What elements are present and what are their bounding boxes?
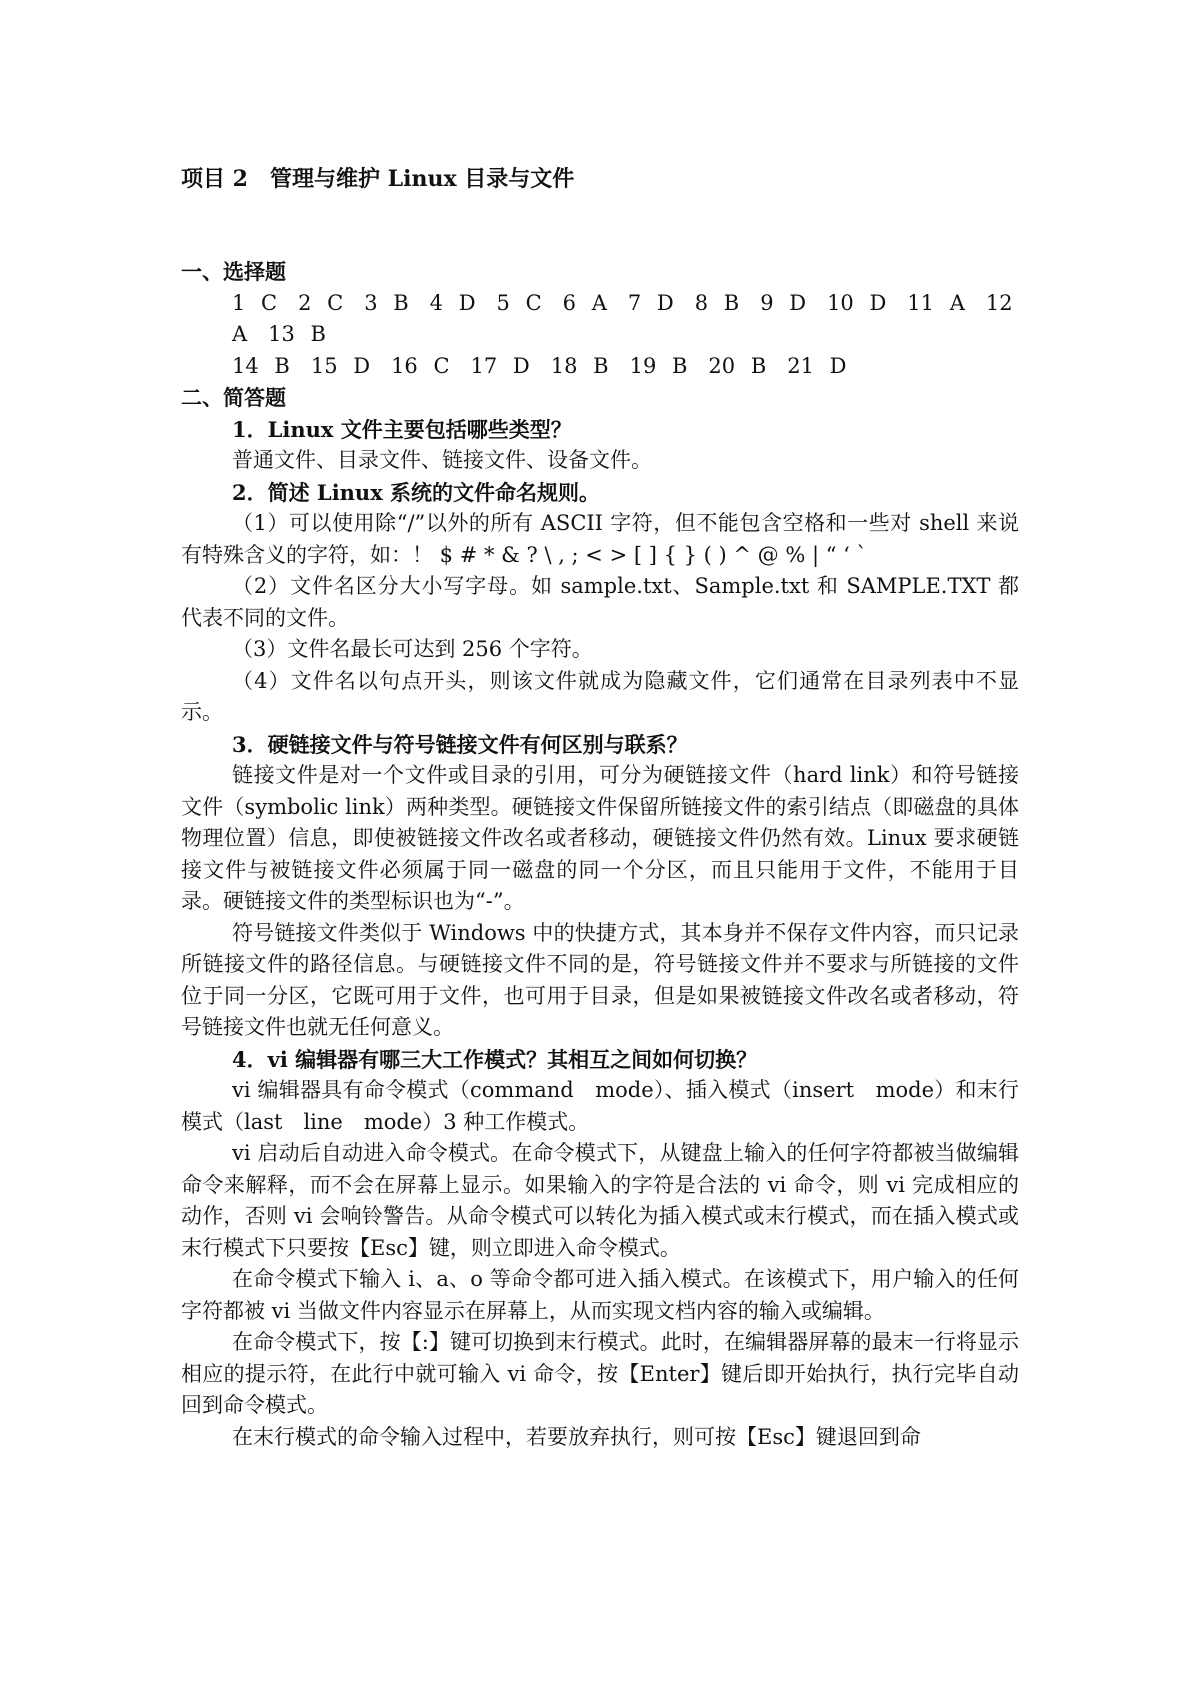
answer-paragraph: 普通文件、目录文件、链接文件、设备文件。 xyxy=(232,448,652,472)
question-4: 4．vi 编辑器有哪三大工作模式？其相互之间如何切换？ xyxy=(232,1046,758,1072)
question-2: 2．简述 Linux 系统的文件命名规则。 xyxy=(232,479,601,505)
answer-paragraph: （1）可以使用除“/”以外的所有 ASCII 字符，但不能包含空格和一些对 shell 来说有特殊含义的字符，如：！ $ # * & ? \ , ; < > [ ] { } ( ) ^ @ % | “ ‘ ` xyxy=(181,511,1019,567)
answer-key-line: 14 B 15 D 16 C 17 D 18 B 19 B 20 B 21 D xyxy=(232,353,847,378)
answer-paragraph: 在末行模式的命令输入过程中，若要放弃执行，则可按【Esc】键退回到命 xyxy=(232,1424,921,1449)
answer-paragraph: 符号链接文件类似于 Windows 中的快捷方式，其本身并不保存文件内容，而只记录所链接文件的路径信息。与硬链接文件不同的是，符号链接文件并不要求与所链接的文件位于同一分区，它既可用于文件，也可用于目录，但是如果被链接文件改名或者移动，符号链接文件也就无任何意义。 xyxy=(181,920,1019,1039)
answer-paragraph: 链接文件是对一个文件或目录的引用，可分为硬链接文件（hard link）和符号链接文件（symbolic link）两种类型。硬链接文件保留所链接文件的索引结点（即磁盘的具体物理位置）信息，即使被链接文件改名或者移动，硬链接文件仍然有效。Linux 要求硬链接文件与被链接文件必须属于同一磁盘的同一个分区，而且只能用于文件，不能用于目录。硬链接文件的类型标识也为“-”。 xyxy=(181,763,1019,913)
answer-paragraph: （4）文件名以句点开头，则该文件就成为隐藏文件，它们通常在目录列表中不显示。 xyxy=(181,668,1019,724)
question-1: 1．Linux 文件主要包括哪些类型？ xyxy=(232,416,572,442)
answer-paragraph: 在命令模式下，按【:】键可切换到末行模式。此时，在编辑器屏幕的最末一行将显示相应的提示符，在此行中就可输入 vi 命令，按【Enter】键后即开始执行，执行完毕自动回到命令模式。 xyxy=(181,1330,1019,1417)
answer-paragraph: （2）文件名区分大小写字母。如 sample.txt、Sample.txt 和 SAMPLE.TXT 都代表不同的文件。 xyxy=(181,574,1019,630)
answer-paragraph: vi 编辑器具有命令模式（command mode）、插入模式（insert mode）和末行模式（last line mode）3 种工作模式。 xyxy=(181,1078,1019,1134)
answer-paragraph: （3）文件名最长可达到 256 个字符。 xyxy=(232,637,593,661)
answer-paragraph: vi 启动后自动进入命令模式。在命令模式下，从键盘上输入的任何字符都被当做编辑命令来解释，而不会在屏幕上显示。如果输入的字符是合法的 vi 命令，则 vi 完成相应的动作，否则 vi 会响铃警告。从命令模式可以转化为插入模式或末行模式，而在插入模式或末行模式下只要按【Esc】键，则立即进入命令模式。 xyxy=(181,1141,1019,1260)
document-title: 项目 2 管理与维护 Linux 目录与文件 xyxy=(181,166,575,192)
question-3: 3．硬链接文件与符号链接文件有何区别与联系？ xyxy=(232,731,688,757)
document-content xyxy=(181,162,1019,1453)
section-heading-short-answer: 二、简答题 xyxy=(181,385,286,410)
answer-paragraph: 在命令模式下输入 i、a、o 等命令都可进入插入模式。在该模式下，用户输入的任何字符都被 vi 当做文件内容显示在屏幕上，从而实现文档内容的输入或编辑。 xyxy=(181,1267,1019,1323)
answer-key-line: 1 C 2 C 3 B 4 D 5 C 6 A 7 D 8 B 9 D 10 D 11 A 12 A 13 B xyxy=(232,290,1013,346)
section-heading-choice: 一、选择题 xyxy=(181,259,286,284)
